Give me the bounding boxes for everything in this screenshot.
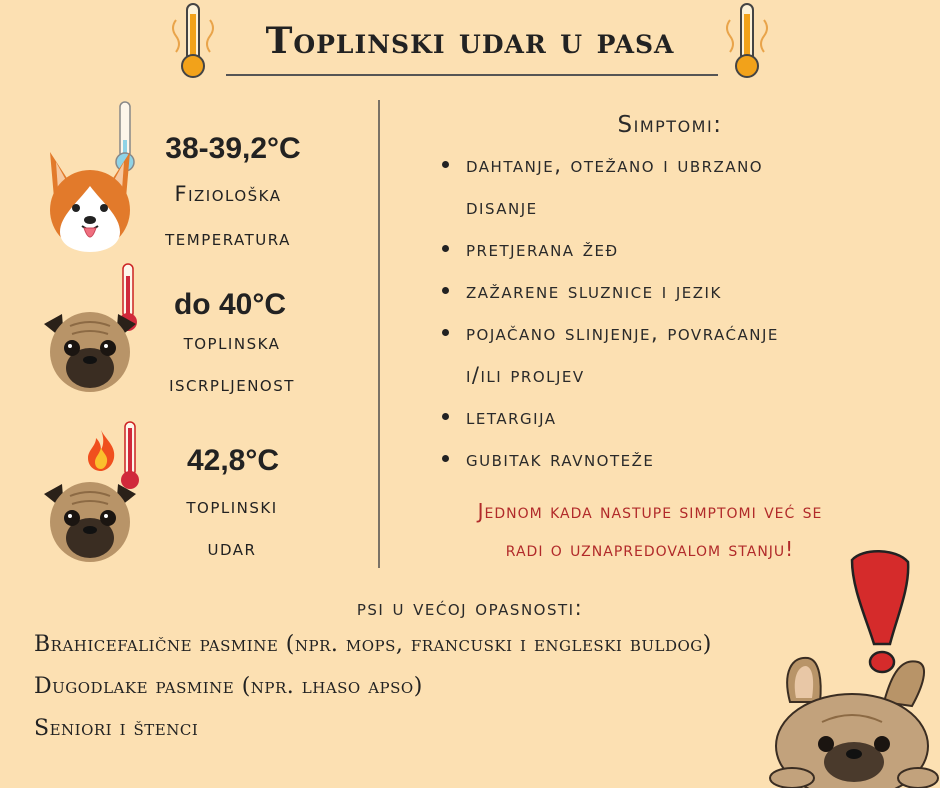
- stage-temperature: 38-39,2°C: [165, 132, 301, 165]
- fire-icon: [84, 428, 118, 472]
- risk-item: Seniori i štenci: [34, 716, 199, 741]
- warning-line: radi o uznapredovalom stanju!: [505, 537, 795, 561]
- title-underline: [226, 74, 718, 76]
- warning-line: Jednom kada nastupe simptomi već se: [477, 499, 823, 523]
- stage-temperature: do 40°C: [173, 288, 287, 321]
- stage-temperature: 42,8°C: [186, 444, 280, 477]
- french-bulldog-icon: [762, 652, 940, 788]
- corgi-icon: [42, 146, 138, 254]
- stage-label: toplinska: [183, 330, 281, 354]
- risk-heading: psi u većoj opasnosti:: [356, 596, 584, 620]
- list-item: zažarene sluznice i jezik: [420, 270, 900, 312]
- risk-item: Dugodlake pasmine (npr. lhaso apso): [34, 674, 423, 699]
- warning-text: [400, 492, 900, 568]
- list-item: gubitak ravnoteže: [420, 438, 900, 480]
- list-item: dahtanje, otežano i ubrzano: [420, 144, 900, 186]
- stage-label: Fiziološka: [174, 182, 282, 206]
- stage-label: toplinski: [186, 494, 278, 518]
- pug-icon: [40, 304, 140, 396]
- symptoms-heading: Simptomi:: [617, 112, 723, 138]
- stage-label: iscrpljenost: [169, 372, 295, 396]
- stage-label: temperatura: [165, 226, 291, 250]
- list-item: pojačano slinjenje, povraćanje: [420, 312, 900, 354]
- list-item: letargija: [420, 396, 900, 438]
- list-item: i/ili proljev: [466, 363, 585, 387]
- stage-label: udar: [207, 536, 257, 560]
- risk-item: Brahicefalične pasmine (npr. mops, francuski i engleski buldog): [34, 632, 712, 657]
- symptoms-list: [420, 144, 900, 480]
- list-item: disanje: [466, 195, 538, 219]
- column-divider: [378, 100, 380, 568]
- page-title: Toplinski udar u pasa: [265, 20, 675, 62]
- list-item: pretjerana žeđ: [420, 228, 900, 270]
- pug-icon: [40, 474, 140, 566]
